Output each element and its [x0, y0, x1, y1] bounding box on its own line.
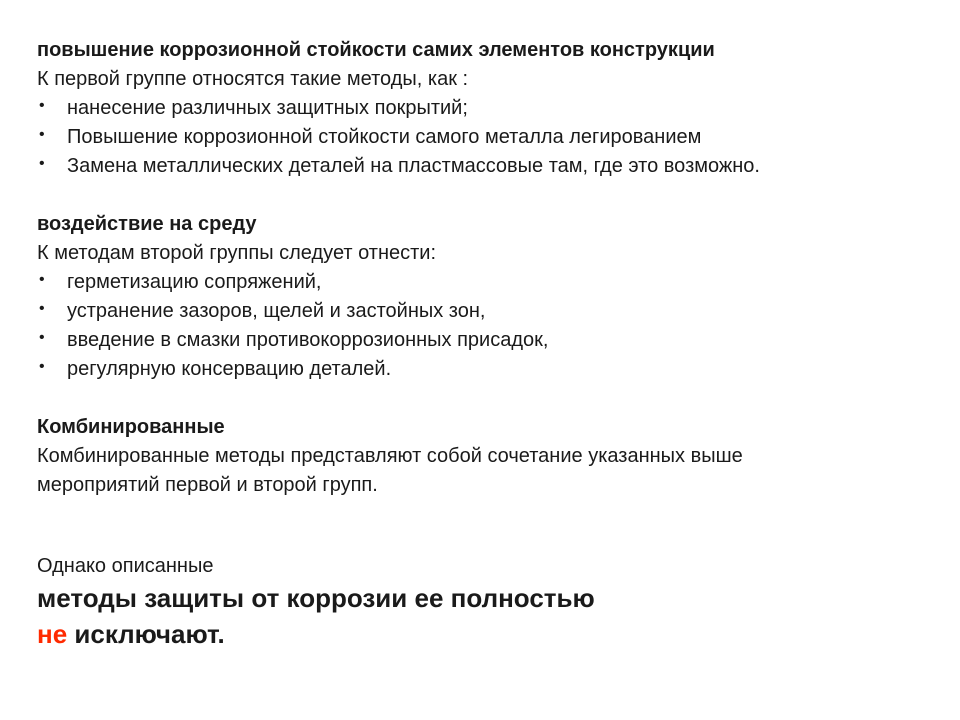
bullet-icon: •: [39, 271, 45, 288]
spacer: [37, 500, 917, 552]
group3-heading: Комбинированные: [37, 416, 225, 438]
list-item: • Замена металлических деталей на пластмассовые там, где это возможно.: [37, 152, 917, 181]
negation-word: не: [37, 619, 68, 649]
spacer: [37, 181, 917, 210]
conclusion-rest: исключают.: [67, 619, 225, 649]
bullet-icon: •: [39, 155, 45, 172]
list-item: • введение в смазки противокоррозионных присадок,: [37, 326, 917, 355]
bullet-icon: •: [39, 358, 45, 375]
group1-intro: К первой группе относятся такие методы, как :: [37, 68, 469, 90]
list-item: • устранение зазоров, щелей и застойных зон,: [37, 297, 917, 326]
bullet-icon: •: [39, 329, 45, 346]
group2-intro: К методам второй группы следует отнести:: [37, 242, 437, 264]
group2-list: [37, 268, 917, 384]
slide-content: [37, 36, 917, 652]
list-item: • регулярную консервацию деталей.: [37, 355, 917, 384]
bullet-icon: •: [39, 300, 45, 317]
bullet-icon: •: [39, 97, 45, 114]
group3-line-2: мероприятий первой и второй групп.: [37, 474, 378, 496]
group3-line-1: Комбинированные методы представляют собой сочетание указанных выше: [37, 445, 743, 467]
list-item: • герметизацию сопряжений,: [37, 268, 917, 297]
conclusion-line-1: методы защиты от коррозии ее полностью: [37, 583, 595, 613]
group1-list: [37, 94, 917, 181]
bullet-icon: •: [39, 126, 45, 143]
group2-heading: воздействие на среду: [37, 213, 257, 235]
group1-heading: повышение коррозионной стойкости самих элементов конструкции: [37, 39, 715, 61]
list-item: • Повышение коррозионной стойкости самого металла легированием: [37, 123, 917, 152]
conclusion-lead: Однако описанные: [37, 555, 214, 577]
spacer: [37, 384, 917, 413]
list-item: • нанесение различных защитных покрытий;: [37, 94, 917, 123]
conclusion-line-2: [37, 616, 917, 652]
